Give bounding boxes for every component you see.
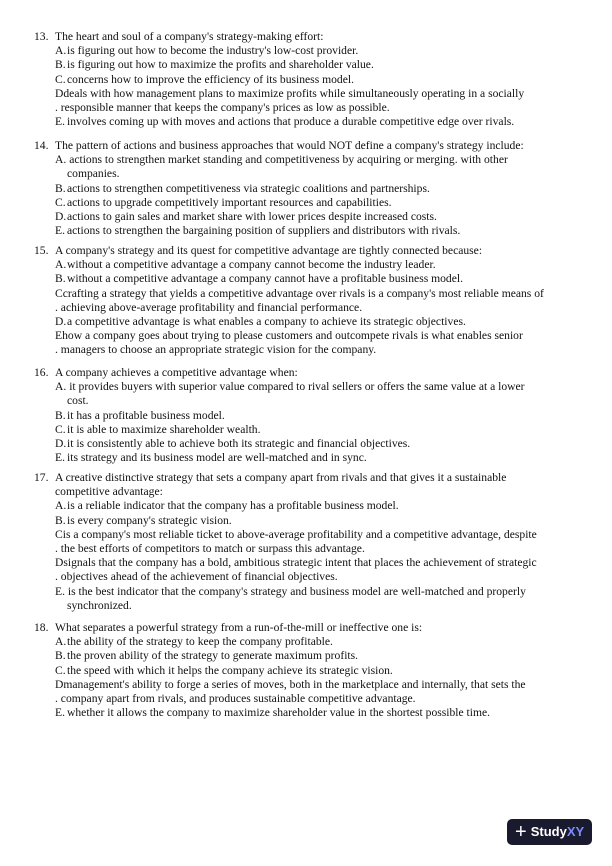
question-stem: 14. The pattern of actions and business approaches that would NOT define a company's strategy include:: [34, 139, 524, 152]
question-16: [34, 366, 584, 465]
option-c: Cis a company's most reliable ticket to above-average profitability and a competitive advantage, despite . the best efforts of competitors to match or surpass this advantage.: [55, 527, 537, 556]
question-18: [34, 621, 584, 720]
question-stem: 17. A creative distinctive strategy that sets a company apart from rivals and that gives it a sustainable competitive advantage:: [34, 471, 507, 499]
option-c: C. concerns how to improve the efficiency of its business model.: [55, 72, 354, 86]
option-a: A. is figuring out how to become the industry's low-cost provider.: [55, 44, 359, 58]
question-13: [34, 30, 584, 129]
option-e: E. whether it allows the company to maximize shareholder value in the shortest possible time.: [55, 706, 491, 720]
question-17: [34, 471, 584, 613]
question-stem: 15. A company's strategy and its quest for competitive advantage are tightly connected because:: [34, 244, 483, 257]
option-d: D. a competitive advantage is what enables a company to achieve its strategic objectives.: [55, 315, 466, 329]
option-b: B. without a competitive advantage a company cannot have a profitable business model.: [55, 272, 463, 286]
plus-icon: +: [515, 821, 527, 843]
option-d: Dmanagement's ability to forge a series of moves, both in the marketplace and internally, that sets the . company apart from rivals, and produces sustainable competitive advantage.: [55, 677, 526, 706]
option-d: D. it is consistently able to achieve both its strategic and financial objectives.: [55, 437, 411, 451]
option-e: E. its strategy and its business model are well-matched and in sync.: [55, 451, 367, 465]
option-d: Dsignals that the company has a bold, ambitious strategic intent that places the achievement of strategic . objectives ahead of the achievement of financial objectives.: [55, 556, 537, 584]
option-b: B. it has a profitable business model.: [55, 408, 225, 422]
option-b: B. actions to strengthen competitiveness via strategic coalitions and partnerships.: [55, 181, 430, 195]
option-d: Ddeals with how management plans to maximize profits while simultaneously operating in a socially . responsible manner that keeps the company's prices as low as possible.: [55, 86, 525, 115]
question-14: [34, 139, 584, 238]
question-stem: 18. What separates a powerful strategy from a run-of-the-mill or ineffective one is:: [34, 621, 423, 634]
option-a: A. actions to strengthen market standing and competitiveness by acquiring or merging. with other companies.: [55, 153, 508, 181]
option-a: A. without a competitive advantage a company cannot become the industry leader.: [55, 258, 436, 272]
option-a: A. it provides buyers with superior value compared to rival sellers or offers the same value at a lower cost.: [55, 380, 525, 408]
studyxy-logo[interactable]: + Study XY: [507, 819, 592, 845]
option-b: B. is figuring out how to maximize the profits and shareholder value.: [55, 58, 374, 72]
question-stem: 13. The heart and soul of a company's strategy-making effort:: [34, 30, 324, 43]
option-b: B. the proven ability of the strategy to generate maximum profits.: [55, 649, 359, 663]
option-e: E. is the best indicator that the company's strategy and business model are well-matched and properly synchronized.: [55, 584, 526, 612]
question-stem: 16. A company achieves a competitive advantage when:: [34, 366, 298, 379]
option-e: Ehow a company goes about trying to please customers and outcompete rivals is what enables senior . managers to choose an appropriate strategic vision for the company.: [55, 329, 523, 357]
option-d: D. actions to gain sales and market share with lower prices despite increased costs.: [55, 210, 437, 224]
option-a: A. is a reliable indicator that the company has a profitable business model.: [55, 499, 399, 513]
option-a: A. the ability of the strategy to keep the company profitable.: [55, 635, 333, 649]
question-15: [34, 244, 584, 358]
option-e: E. actions to strengthen the bargaining position of suppliers and distributors with rivals.: [55, 224, 461, 238]
option-c: C. it is able to maximize shareholder wealth.: [55, 422, 261, 436]
option-e: E. involves coming up with moves and actions that produce a durable competitive edge over rivals.: [55, 115, 515, 129]
option-c: C. the speed with which it helps the company achieve its strategic vision.: [55, 663, 393, 677]
option-c: C. actions to upgrade competitively important resources and capabilities.: [55, 195, 392, 209]
option-b: B. is every company's strategic vision.: [55, 513, 232, 527]
option-c: Ccrafting a strategy that yields a competitive advantage over rivals is a company's most reliable means of . achieving above-average profitability and financial performance.: [55, 286, 544, 314]
